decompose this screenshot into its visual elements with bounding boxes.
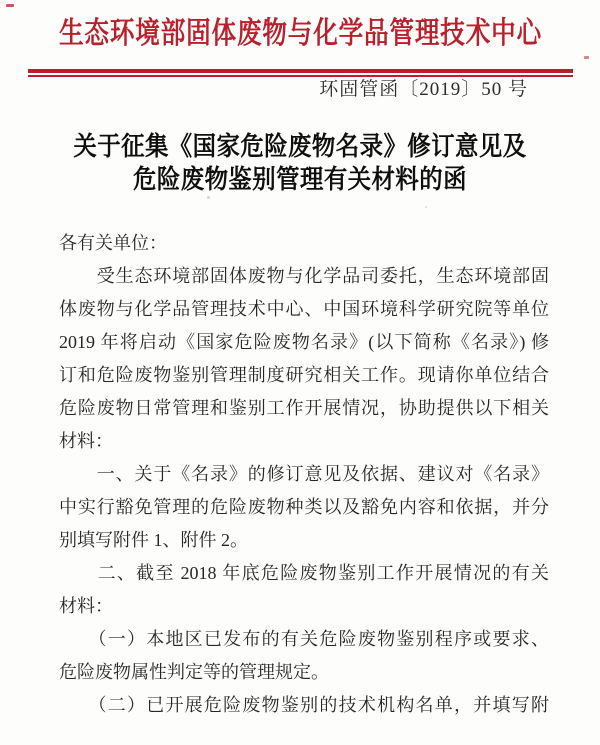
- body-line: 别填写附件 1、附件 2。: [59, 530, 248, 550]
- body-line: 中实行豁免管理的危险废物种类以及豁免内容和依据，并分: [59, 497, 549, 517]
- body-line: 危险废物日常管理和鉴别工作开展情况，协助提供以下相关: [59, 398, 549, 418]
- body-line: 二、截至 2018 年底危险废物鉴别工作开展情况的有关: [59, 563, 549, 583]
- body-line: 一、关于《名录》的修订意见及依据、建议对《名录》: [59, 464, 549, 484]
- body-line: 体废物与化学品管理技术中心、中国环境科学研究院等单位: [59, 299, 549, 319]
- divider-thin-line: [28, 75, 573, 77]
- scan-speck: [425, 206, 427, 208]
- document-title-line-2: 危险废物鉴别管理有关材料的函: [133, 165, 467, 194]
- body-line: （一）本地区已发布的有关危险废物鉴别程序或要求、: [59, 629, 549, 649]
- letterhead-divider: [28, 69, 573, 77]
- body-line: 危险废物属性判定等的管理规定。: [59, 662, 329, 682]
- body-line: 材料：: [59, 596, 113, 616]
- letterhead: [0, 13, 600, 55]
- scan-speck: [207, 196, 210, 199]
- body-line: 受生态环境部固体废物与化学品司委托，生态环境部固: [59, 266, 549, 286]
- document-body: [59, 227, 549, 722]
- document-number: 环固管函〔2019〕50 号: [319, 79, 528, 100]
- body-line: 2019 年将启动《国家危险废物名录》(以下简称《名录》) 修: [59, 332, 549, 352]
- scan-speck: [584, 56, 589, 59]
- body-line: （二）已开展危险废物鉴别的技术机构名单，并填写附: [59, 695, 549, 715]
- letterhead-title: 生态环境部固体废物与化学品管理技术中心: [58, 17, 542, 50]
- body-line: 各有关单位：: [59, 233, 167, 253]
- body-line: 材料：: [59, 431, 113, 451]
- scan-speck: [6, 4, 14, 7]
- body-line: 订和危险废物鉴别管理制度研究相关工作。现请你单位结合: [59, 365, 549, 385]
- document-title: [0, 130, 600, 196]
- document-title-line-1: 关于征集《国家危险废物名录》修订意见及: [73, 132, 527, 161]
